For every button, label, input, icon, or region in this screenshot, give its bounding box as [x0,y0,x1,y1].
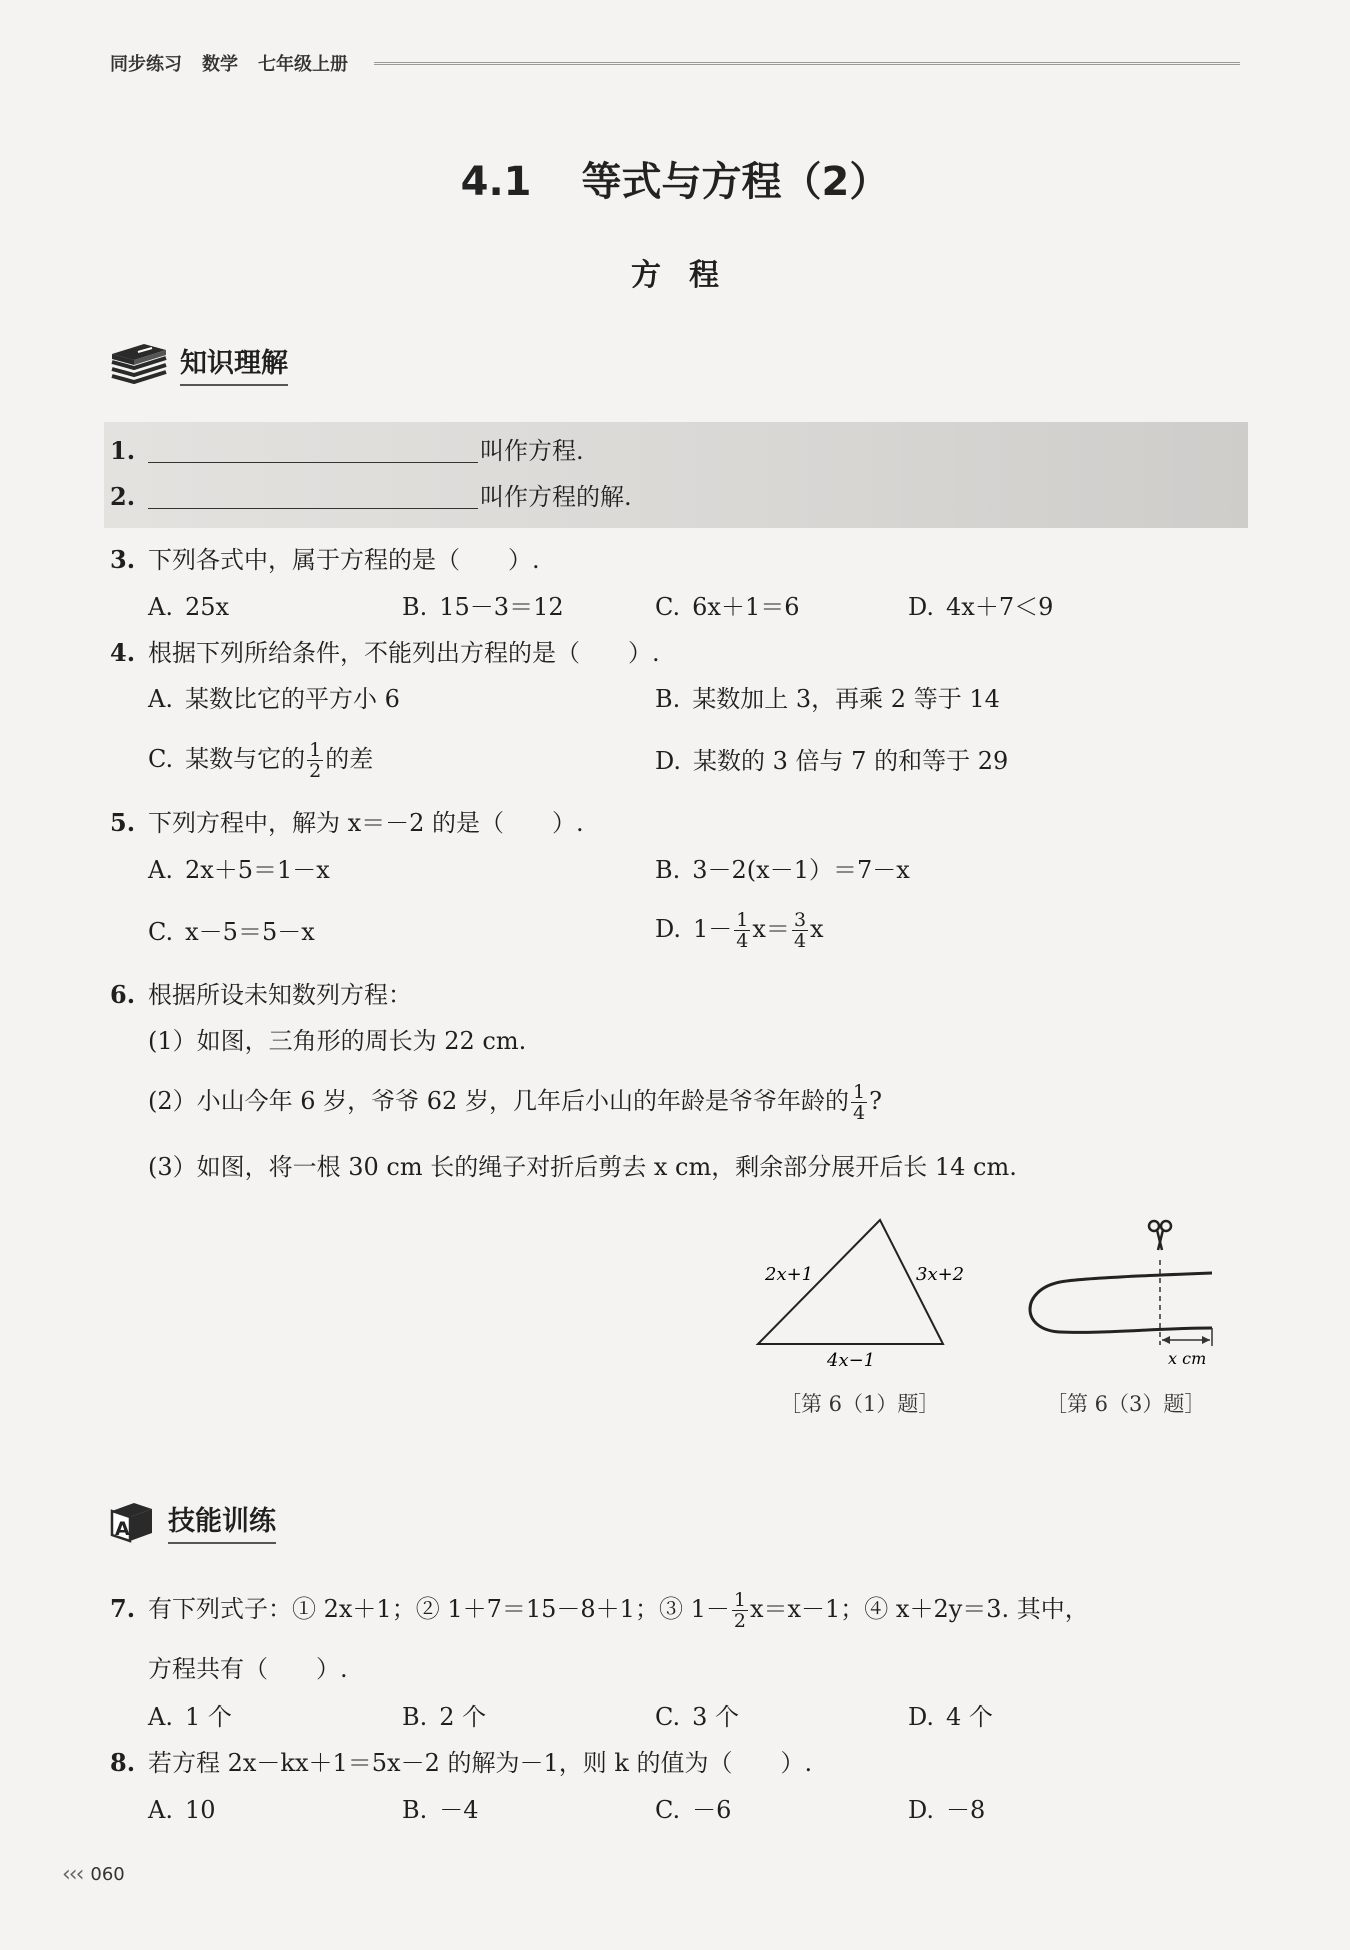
q2-number: 2. [110,482,136,511]
q5-stem: 下列方程中，解为 x＝－2 的是（ ）. [148,809,584,837]
figure-6-3-caption: ［第 6（3）题］ [1046,1392,1206,1416]
svg-text:A: A [115,1518,130,1540]
q8-option-a[interactable]: A. 10 [148,1796,216,1824]
page-footer [62,1862,125,1887]
q1-suffix: 叫作方程. [480,437,584,465]
q7-number: 7. [110,1594,136,1623]
q1-number: 1. [110,436,136,465]
q8-number: 8. [110,1748,136,1777]
figure-6-1-caption: ［第 6（1）题］ [780,1392,940,1416]
question-4 [110,636,660,670]
triangle-bottom-label: 4x−1 [827,1350,876,1371]
page-number: 060 [90,1864,125,1885]
q5-option-b[interactable]: B. 3－2(x－1）＝7－x [655,856,910,884]
section-understanding-header [108,338,288,388]
q4-option-d[interactable]: D. 某数的 3 倍与 7 的和等于 29 [655,747,1009,775]
page-title [0,150,1350,207]
q4c-fraction: $\frac{1}{2}$ [309,739,322,782]
header-series: 同步练习 [110,54,182,75]
q4-option-a[interactable]: A. 某数比它的平方小 6 [148,685,400,713]
running-header [110,48,1240,78]
q7-stem-line-2: 方程共有（ ）. [148,1655,348,1683]
q8-option-c[interactable]: C. －6 [655,1796,732,1824]
question-2 [110,480,632,514]
question-7: 7. 有下列式子：① 2x＋1；② 1＋7＝15－8＋1；③ 1－ $\frac{1}{2}$ x＝x－1；④ x＋2y＝3. 其中， [110,1589,1089,1632]
q2-suffix: 叫作方程的解. [480,483,632,511]
header-subject: 数学 [202,54,238,75]
rope-cut-label: x cm [1168,1349,1207,1368]
q4-option-c[interactable]: C. 某数与它的 $\frac{1}{2}$ 的差 [148,739,374,782]
triangle-left-label: 2x+1 [765,1264,814,1285]
triangle-right-label: 3x+2 [916,1264,965,1285]
q6-part-2: (2）小山今年 6 岁，爷爷 62 岁，几年后小山的年龄是爷爷年龄的 $\frac{1}{4}$ ? [148,1081,882,1124]
question-1 [110,434,584,468]
q8-option-d[interactable]: D. －8 [908,1796,986,1824]
books-icon [108,340,168,386]
q5-number: 5. [110,808,136,837]
header-rule [374,62,1240,65]
q3-number: 3. [110,545,136,574]
q7-option-a[interactable]: A. 1 个 [148,1703,232,1731]
q4-number: 4. [110,638,136,667]
q6-part-3: (3）如图，将一根 30 cm 长的绳子对折后剪去 x cm，剩余部分展开后长 14 cm. [148,1153,1017,1181]
q3-stem: 下列各式中，属于方程的是（ ）. [148,546,540,574]
q6-figures [740,1200,1240,1440]
q6p2-fraction: $\frac{1}{4}$ [852,1081,866,1124]
q3-option-a[interactable]: A. 25x [148,593,230,621]
question-3 [110,543,540,577]
section-understanding-label: 知识理解 [180,341,288,386]
q6-number: 6. [110,980,136,1009]
section-skills-header [108,1496,276,1546]
q6-part-1: (1）如图，三角形的周长为 22 cm. [148,1027,527,1055]
section-number: 4.1 [460,159,532,205]
section-title: 等式与方程（2） [581,159,890,205]
q8-stem: 若方程 2x－kx＋1＝5x－2 的解为－1，则 k 的值为（ ）. [148,1749,813,1777]
q7-option-c[interactable]: C. 3 个 [655,1703,740,1731]
q5d-fraction-2: $\frac{3}{4}$ [793,909,807,952]
q3-option-d[interactable]: D. 4x＋7＜9 [908,593,1054,621]
q2-blank[interactable] [148,482,478,509]
q4-stem: 根据下列所给条件，不能列出方程的是（ ）. [148,639,660,667]
section-skills-label: 技能训练 [168,1499,276,1544]
question-8 [110,1746,812,1780]
q7-fraction: $\frac{1}{2}$ [733,1589,746,1632]
q6-stem: 根据所设未知数列方程： [148,981,412,1009]
q1-blank[interactable] [148,436,478,463]
question-6 [110,978,412,1012]
cube-a-icon [108,1497,156,1545]
q5-option-d[interactable]: D. 1－ $\frac{1}{4}$ x＝ $\frac{3}{4}$ x [655,909,824,952]
q3-option-b[interactable]: B. 15－3＝12 [402,593,564,621]
chevrons-left-icon: ‹‹‹ [62,1862,83,1887]
header-volume: 七年级上册 [258,54,348,75]
q5d-fraction-1: $\frac{1}{4}$ [736,909,749,952]
q7-option-d[interactable]: D. 4 个 [908,1703,993,1731]
q5-option-a[interactable]: A. 2x＋5＝1－x [148,856,330,884]
rope-shape [1030,1273,1212,1332]
q3-option-c[interactable]: C. 6x＋1＝6 [655,593,800,621]
q5-option-c[interactable]: C. x－5＝5－x [148,918,315,946]
question-5 [110,806,584,840]
q7-option-b[interactable]: B. 2 个 [402,1703,487,1731]
scissors-icon [1149,1221,1171,1250]
page-subtitle: 方程 [631,258,747,293]
q8-option-b[interactable]: B. －4 [402,1796,479,1824]
q4-option-b[interactable]: B. 某数加上 3，再乘 2 等于 14 [655,685,1000,713]
